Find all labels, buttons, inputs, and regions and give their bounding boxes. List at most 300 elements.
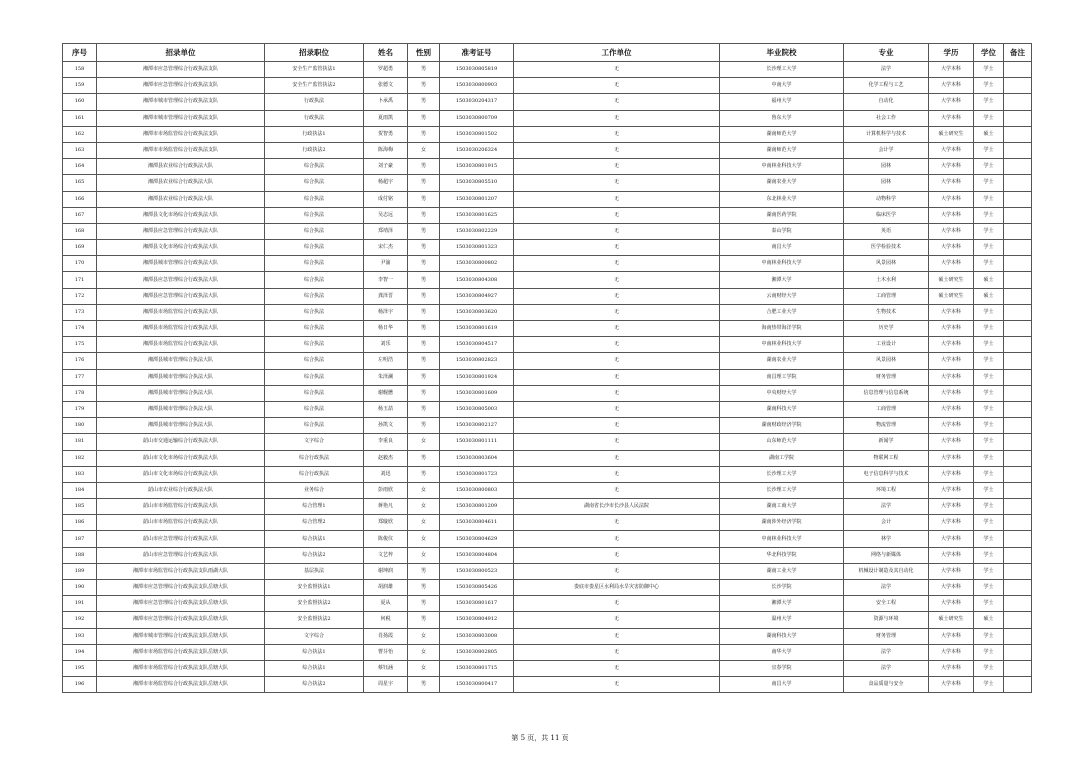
exam-id-cell: 1503030803008 xyxy=(440,628,514,644)
degree-cell: 学士 xyxy=(974,580,1004,596)
degree-cell: 硕士 xyxy=(974,288,1004,304)
table-row xyxy=(63,191,1032,207)
table-row xyxy=(63,580,1032,596)
school-cell: 湖南科技大学 xyxy=(720,401,844,417)
work-unit-cell: 无 xyxy=(514,466,720,482)
degree-cell: 学士 xyxy=(974,353,1004,369)
exam-id-cell: 1503030805819 xyxy=(440,62,514,78)
work-unit-cell: 无 xyxy=(514,337,720,353)
position-cell: 综合执法 xyxy=(265,256,364,272)
table-row xyxy=(63,321,1032,337)
position-cell: 综合执法 xyxy=(265,288,364,304)
work-unit-cell: 无 xyxy=(514,94,720,110)
recruiting-unit-cell: 湘潭县文化市场综合行政执法大队 xyxy=(97,207,265,223)
education-cell: 大学本科 xyxy=(929,223,974,239)
work-unit-cell: 无 xyxy=(514,191,720,207)
major-cell: 英语 xyxy=(844,223,929,239)
exam-id-cell: 1503030805510 xyxy=(440,175,514,191)
table-row xyxy=(63,628,1032,644)
major-cell: 财务管理 xyxy=(844,628,929,644)
position-cell: 行政执法 xyxy=(265,94,364,110)
gender-cell: 男 xyxy=(408,240,440,256)
education-cell: 大学本科 xyxy=(929,434,974,450)
position-cell: 综合执法 xyxy=(265,321,364,337)
work-unit-cell: 无 xyxy=(514,321,720,337)
position-cell: 行政执法2 xyxy=(265,142,364,158)
name-cell: 罗超勇 xyxy=(364,62,408,78)
education-cell: 大学本科 xyxy=(929,466,974,482)
degree-cell: 学士 xyxy=(974,499,1004,515)
table-row xyxy=(63,660,1032,676)
school-cell: 温州大学 xyxy=(720,612,844,628)
education-cell: 大学本科 xyxy=(929,531,974,547)
degree-cell: 学士 xyxy=(974,256,1004,272)
work-unit-cell: 无 xyxy=(514,126,720,142)
position-cell: 综合执法 xyxy=(265,159,364,175)
major-cell: 生物技术 xyxy=(844,304,929,320)
recruiting-unit-cell: 湘潭县城市管理综合执法大队 xyxy=(97,401,265,417)
education-cell: 大学本科 xyxy=(929,304,974,320)
table-row xyxy=(63,418,1032,434)
serial-number-cell: 163 xyxy=(63,142,97,158)
remarks-cell xyxy=(1004,256,1032,272)
major-cell: 法学 xyxy=(844,499,929,515)
recruiting-unit-cell: 湘潭县城市管理综合执法大队 xyxy=(97,418,265,434)
degree-cell: 学士 xyxy=(974,628,1004,644)
work-unit-cell: 无 xyxy=(514,78,720,94)
name-cell: 孙凯文 xyxy=(364,418,408,434)
remarks-cell xyxy=(1004,385,1032,401)
name-cell: 胡润雄 xyxy=(364,580,408,596)
position-cell: 综合执法 xyxy=(265,191,364,207)
name-cell: 赵毅杰 xyxy=(364,450,408,466)
major-cell: 资源与环境 xyxy=(844,612,929,628)
work-unit-cell: 无 xyxy=(514,369,720,385)
name-cell: 李智一 xyxy=(364,272,408,288)
serial-number-cell: 185 xyxy=(63,499,97,515)
school-cell: 中南林业科技大学 xyxy=(720,256,844,272)
work-unit-cell: 无 xyxy=(514,482,720,498)
serial-number-cell: 182 xyxy=(63,450,97,466)
school-cell: 南昌大学 xyxy=(720,240,844,256)
major-cell: 风景园林 xyxy=(844,256,929,272)
remarks-cell xyxy=(1004,207,1032,223)
serial-number-cell: 167 xyxy=(63,207,97,223)
recruiting-unit-cell: 湘潭市市场监管综合行政执法支队岳塘大队 xyxy=(97,677,265,693)
school-cell: 中南林业科技大学 xyxy=(720,159,844,175)
recruiting-unit-cell: 湘潭市应急管理综合行政执法支队 xyxy=(97,78,265,94)
remarks-cell xyxy=(1004,304,1032,320)
remarks-cell xyxy=(1004,191,1032,207)
major-cell: 食品质量与安全 xyxy=(844,677,929,693)
remarks-cell xyxy=(1004,531,1032,547)
gender-cell: 男 xyxy=(408,126,440,142)
name-cell: 郑璇欣 xyxy=(364,515,408,531)
gender-cell: 男 xyxy=(408,596,440,612)
major-cell: 社会工作 xyxy=(844,110,929,126)
major-cell: 园林 xyxy=(844,175,929,191)
work-unit-cell: 无 xyxy=(514,660,720,676)
recruiting-unit-cell: 韶山市农业综合行政执法大队 xyxy=(97,482,265,498)
table-row xyxy=(63,434,1032,450)
education-cell: 硕士研究生 xyxy=(929,272,974,288)
school-cell: 长沙理工大学 xyxy=(720,62,844,78)
degree-cell: 学士 xyxy=(974,677,1004,693)
remarks-cell xyxy=(1004,563,1032,579)
recruiting-unit-cell: 韶山市交通运输综合行政执法大队 xyxy=(97,434,265,450)
education-cell: 大学本科 xyxy=(929,337,974,353)
school-cell: 南昌理工学院 xyxy=(720,369,844,385)
name-cell: 张德文 xyxy=(364,78,408,94)
name-cell: 杨日华 xyxy=(364,321,408,337)
education-cell: 大学本科 xyxy=(929,547,974,563)
position-cell: 安全监督执法2 xyxy=(265,612,364,628)
school-cell: 湖南师范大学 xyxy=(720,142,844,158)
school-cell: 南华大学 xyxy=(720,644,844,660)
recruiting-unit-cell: 湘潭县市场监管综合行政执法大队 xyxy=(97,304,265,320)
remarks-cell xyxy=(1004,660,1032,676)
school-cell: 湖南医药学院 xyxy=(720,207,844,223)
work-unit-cell: 无 xyxy=(514,563,720,579)
position-cell: 综合执法 xyxy=(265,240,364,256)
school-cell: 合肥工业大学 xyxy=(720,304,844,320)
recruiting-unit-cell: 湘潭市城市管理综合行政执法支队 xyxy=(97,110,265,126)
name-cell: 宋仁杰 xyxy=(364,240,408,256)
education-cell: 大学本科 xyxy=(929,78,974,94)
major-cell: 法学 xyxy=(844,580,929,596)
remarks-cell xyxy=(1004,175,1032,191)
table-row xyxy=(63,450,1032,466)
major-cell: 动物科学 xyxy=(844,191,929,207)
work-unit-cell: 无 xyxy=(514,223,720,239)
position-cell: 文字综合 xyxy=(265,434,364,450)
school-cell: 湖南涉外经济学院 xyxy=(720,515,844,531)
degree-cell: 学士 xyxy=(974,369,1004,385)
table-row xyxy=(63,677,1032,693)
serial-number-cell: 160 xyxy=(63,94,97,110)
major-cell: 网络与新媒体 xyxy=(844,547,929,563)
degree-cell: 学士 xyxy=(974,207,1004,223)
table-row xyxy=(63,596,1032,612)
school-cell: 山东师范大学 xyxy=(720,434,844,450)
exam-id-cell: 1503030804927 xyxy=(440,288,514,304)
gender-cell: 男 xyxy=(408,62,440,78)
work-unit-cell: 无 xyxy=(514,142,720,158)
recruiting-unit-cell: 湘潭市市场监管综合行政执法支队岳塘大队 xyxy=(97,644,265,660)
remarks-cell xyxy=(1004,321,1032,337)
degree-cell: 硕士 xyxy=(974,612,1004,628)
school-cell: 云南财经大学 xyxy=(720,288,844,304)
major-cell: 园林 xyxy=(844,159,929,175)
position-cell: 基层执法 xyxy=(265,563,364,579)
exam-id-cell: 1503030801924 xyxy=(440,369,514,385)
degree-cell: 硕士 xyxy=(974,126,1004,142)
exam-id-cell: 1503030802805 xyxy=(440,644,514,660)
degree-cell: 学士 xyxy=(974,450,1004,466)
degree-cell: 学士 xyxy=(974,434,1004,450)
exam-id-cell: 1503030802127 xyxy=(440,418,514,434)
serial-number-cell: 189 xyxy=(63,563,97,579)
degree-cell: 学士 xyxy=(974,385,1004,401)
remarks-cell xyxy=(1004,159,1032,175)
education-cell: 大学本科 xyxy=(929,94,974,110)
recruiting-unit-cell: 湘潭县农业综合行政执法大队 xyxy=(97,175,265,191)
gender-cell: 男 xyxy=(408,321,440,337)
education-cell: 大学本科 xyxy=(929,515,974,531)
name-cell: 刘乐 xyxy=(364,337,408,353)
education-cell: 大学本科 xyxy=(929,385,974,401)
remarks-cell xyxy=(1004,434,1032,450)
position-cell: 综合执法 xyxy=(265,337,364,353)
remarks-cell xyxy=(1004,223,1032,239)
school-cell: 长沙学院 xyxy=(720,580,844,596)
remarks-cell xyxy=(1004,499,1032,515)
recruiting-unit-cell: 湘潭市应急管理综合行政执法支队岳塘大队 xyxy=(97,580,265,596)
table-row xyxy=(63,78,1032,94)
exam-id-cell: 1503030801915 xyxy=(440,159,514,175)
gender-cell: 男 xyxy=(408,272,440,288)
school-cell: 中南林业科技大学 xyxy=(720,531,844,547)
school-cell: 福州大学 xyxy=(720,94,844,110)
serial-number-cell: 178 xyxy=(63,385,97,401)
name-cell: 吴志远 xyxy=(364,207,408,223)
exam-id-cell: 1503030802229 xyxy=(440,223,514,239)
column-header: 性别 xyxy=(408,44,440,62)
major-cell: 临床医学 xyxy=(844,207,929,223)
remarks-cell xyxy=(1004,450,1032,466)
school-cell: 湖南师范大学 xyxy=(720,126,844,142)
education-cell: 大学本科 xyxy=(929,677,974,693)
table-row xyxy=(63,466,1032,482)
name-cell: 刘迅 xyxy=(364,466,408,482)
serial-number-cell: 169 xyxy=(63,240,97,256)
serial-number-cell: 183 xyxy=(63,466,97,482)
remarks-cell xyxy=(1004,401,1032,417)
serial-number-cell: 187 xyxy=(63,531,97,547)
serial-number-cell: 196 xyxy=(63,677,97,693)
name-cell: 郑靖泽 xyxy=(364,223,408,239)
work-unit-cell: 湖南省长沙市长沙县人民法院 xyxy=(514,499,720,515)
major-cell: 医学检验技术 xyxy=(844,240,929,256)
school-cell: 中南大学 xyxy=(720,78,844,94)
name-cell: 陈海梅 xyxy=(364,142,408,158)
work-unit-cell: 无 xyxy=(514,450,720,466)
serial-number-cell: 166 xyxy=(63,191,97,207)
position-cell: 综合执法1 xyxy=(265,531,364,547)
major-cell: 法学 xyxy=(844,62,929,78)
school-cell: 湖南工商大学 xyxy=(720,499,844,515)
gender-cell: 男 xyxy=(408,159,440,175)
remarks-cell xyxy=(1004,126,1032,142)
exam-id-cell: 1503030801715 xyxy=(440,660,514,676)
name-cell: 朱泽澜 xyxy=(364,369,408,385)
major-cell: 林学 xyxy=(844,531,929,547)
serial-number-cell: 191 xyxy=(63,596,97,612)
work-unit-cell: 娄底市娄星区水利局水旱灾害防御中心 xyxy=(514,580,720,596)
table-row xyxy=(63,110,1032,126)
table-row xyxy=(63,369,1032,385)
name-cell: 龚泽晋 xyxy=(364,288,408,304)
recruiting-unit-cell: 湘潭县城市管理综合行政执法大队 xyxy=(97,256,265,272)
table-row xyxy=(63,353,1032,369)
major-cell: 电子信息科学与技术 xyxy=(844,466,929,482)
school-cell: 鲁东大学 xyxy=(720,110,844,126)
remarks-cell xyxy=(1004,369,1032,385)
gender-cell: 女 xyxy=(408,660,440,676)
recruiting-unit-cell: 湘潭市市场监管综合行政执法支队岳塘大队 xyxy=(97,660,265,676)
name-cell: 夏雨凯 xyxy=(364,110,408,126)
table-row xyxy=(63,159,1032,175)
work-unit-cell: 无 xyxy=(514,62,720,78)
degree-cell: 学士 xyxy=(974,596,1004,612)
major-cell: 法学 xyxy=(844,644,929,660)
gender-cell: 男 xyxy=(408,385,440,401)
degree-cell: 学士 xyxy=(974,418,1004,434)
major-cell: 工商管理 xyxy=(844,288,929,304)
position-cell: 综合行政执法 xyxy=(265,450,364,466)
major-cell: 工业设计 xyxy=(844,337,929,353)
table-row xyxy=(63,499,1032,515)
name-cell: 贺智勇 xyxy=(364,126,408,142)
column-header: 序号 xyxy=(63,44,97,62)
header-row xyxy=(63,44,1032,62)
school-cell: 泰山学院 xyxy=(720,223,844,239)
serial-number-cell: 188 xyxy=(63,547,97,563)
table-row xyxy=(63,644,1032,660)
education-cell: 大学本科 xyxy=(929,240,974,256)
serial-number-cell: 180 xyxy=(63,418,97,434)
table-row xyxy=(63,385,1032,401)
exam-id-cell: 1503030800523 xyxy=(440,563,514,579)
position-cell: 综合执法 xyxy=(265,207,364,223)
position-cell: 综合执法2 xyxy=(265,677,364,693)
remarks-cell xyxy=(1004,418,1032,434)
exam-id-cell: 1503030800709 xyxy=(440,110,514,126)
education-cell: 大学本科 xyxy=(929,499,974,515)
serial-number-cell: 159 xyxy=(63,78,97,94)
education-cell: 硕士研究生 xyxy=(929,288,974,304)
position-cell: 业务综合 xyxy=(265,482,364,498)
serial-number-cell: 161 xyxy=(63,110,97,126)
education-cell: 大学本科 xyxy=(929,191,974,207)
position-cell: 安全生产监管执法2 xyxy=(265,78,364,94)
position-cell: 行政执法 xyxy=(265,110,364,126)
education-cell: 大学本科 xyxy=(929,369,974,385)
table-row xyxy=(63,337,1032,353)
education-cell: 大学本科 xyxy=(929,142,974,158)
gender-cell: 男 xyxy=(408,466,440,482)
remarks-cell xyxy=(1004,288,1032,304)
gender-cell: 男 xyxy=(408,353,440,369)
gender-cell: 男 xyxy=(408,612,440,628)
serial-number-cell: 165 xyxy=(63,175,97,191)
work-unit-cell: 无 xyxy=(514,434,720,450)
remarks-cell xyxy=(1004,240,1032,256)
column-header: 学位 xyxy=(974,44,1004,62)
name-cell: 谢舰懋 xyxy=(364,385,408,401)
remarks-cell xyxy=(1004,628,1032,644)
column-header: 专业 xyxy=(844,44,929,62)
remarks-cell xyxy=(1004,596,1032,612)
exam-id-cell: 1503030801619 xyxy=(440,321,514,337)
position-cell: 综合管理1 xyxy=(265,499,364,515)
position-cell: 安全监督执法2 xyxy=(265,596,364,612)
school-cell: 湖南农业大学 xyxy=(720,175,844,191)
gender-cell: 女 xyxy=(408,515,440,531)
exam-id-cell: 1503030803620 xyxy=(440,304,514,320)
school-cell: 中南林业科技大学 xyxy=(720,337,844,353)
education-cell: 大学本科 xyxy=(929,628,974,644)
education-cell: 大学本科 xyxy=(929,159,974,175)
degree-cell: 学士 xyxy=(974,304,1004,320)
remarks-cell xyxy=(1004,547,1032,563)
serial-number-cell: 158 xyxy=(63,62,97,78)
work-unit-cell: 无 xyxy=(514,515,720,531)
degree-cell: 学士 xyxy=(974,78,1004,94)
school-cell: 南昌大学 xyxy=(720,677,844,693)
exam-id-cell: 1503030801209 xyxy=(440,499,514,515)
degree-cell: 学士 xyxy=(974,515,1004,531)
column-header: 姓名 xyxy=(364,44,408,62)
remarks-cell xyxy=(1004,272,1032,288)
position-cell: 安全生产监管执法1 xyxy=(265,62,364,78)
school-cell: 湖南工学院 xyxy=(720,450,844,466)
table-row xyxy=(63,531,1032,547)
degree-cell: 硕士 xyxy=(974,272,1004,288)
serial-number-cell: 181 xyxy=(63,434,97,450)
major-cell: 会计 xyxy=(844,515,929,531)
degree-cell: 学士 xyxy=(974,482,1004,498)
position-cell: 综合执法1 xyxy=(265,660,364,676)
school-cell: 长沙理工大学 xyxy=(720,482,844,498)
recruiting-unit-cell: 湘潭市城市管理综合行政执法支队岳塘大队 xyxy=(97,628,265,644)
work-unit-cell: 无 xyxy=(514,110,720,126)
education-cell: 大学本科 xyxy=(929,207,974,223)
school-cell: 湘潭大学 xyxy=(720,596,844,612)
major-cell: 自动化 xyxy=(844,94,929,110)
gender-cell: 男 xyxy=(408,304,440,320)
name-cell: 尹渝 xyxy=(364,256,408,272)
exam-id-cell: 1503030801625 xyxy=(440,207,514,223)
work-unit-cell: 无 xyxy=(514,612,720,628)
recruiting-unit-cell: 湘潭市应急管理综合行政执法支队岳塘大队 xyxy=(97,596,265,612)
recruiting-unit-cell: 韶山市文化市场综合行政执法大队 xyxy=(97,466,265,482)
work-unit-cell: 无 xyxy=(514,628,720,644)
school-cell: 东北林业大学 xyxy=(720,191,844,207)
work-unit-cell: 无 xyxy=(514,175,720,191)
education-cell: 大学本科 xyxy=(929,62,974,78)
major-cell: 化学工程与工艺 xyxy=(844,78,929,94)
gender-cell: 男 xyxy=(408,450,440,466)
remarks-cell xyxy=(1004,466,1032,482)
education-cell: 大学本科 xyxy=(929,353,974,369)
serial-number-cell: 179 xyxy=(63,401,97,417)
education-cell: 大学本科 xyxy=(929,110,974,126)
education-cell: 大学本科 xyxy=(929,321,974,337)
table-row xyxy=(63,547,1032,563)
remarks-cell xyxy=(1004,142,1032,158)
exam-id-cell: 1503030801323 xyxy=(440,240,514,256)
position-cell: 综合执法 xyxy=(265,353,364,369)
admission-table xyxy=(62,43,1032,693)
exam-id-cell: 1503030803604 xyxy=(440,450,514,466)
table-row xyxy=(63,142,1032,158)
education-cell: 大学本科 xyxy=(929,256,974,272)
major-cell: 环境工程 xyxy=(844,482,929,498)
work-unit-cell: 无 xyxy=(514,677,720,693)
degree-cell: 学士 xyxy=(974,142,1004,158)
school-cell: 宜春学院 xyxy=(720,660,844,676)
